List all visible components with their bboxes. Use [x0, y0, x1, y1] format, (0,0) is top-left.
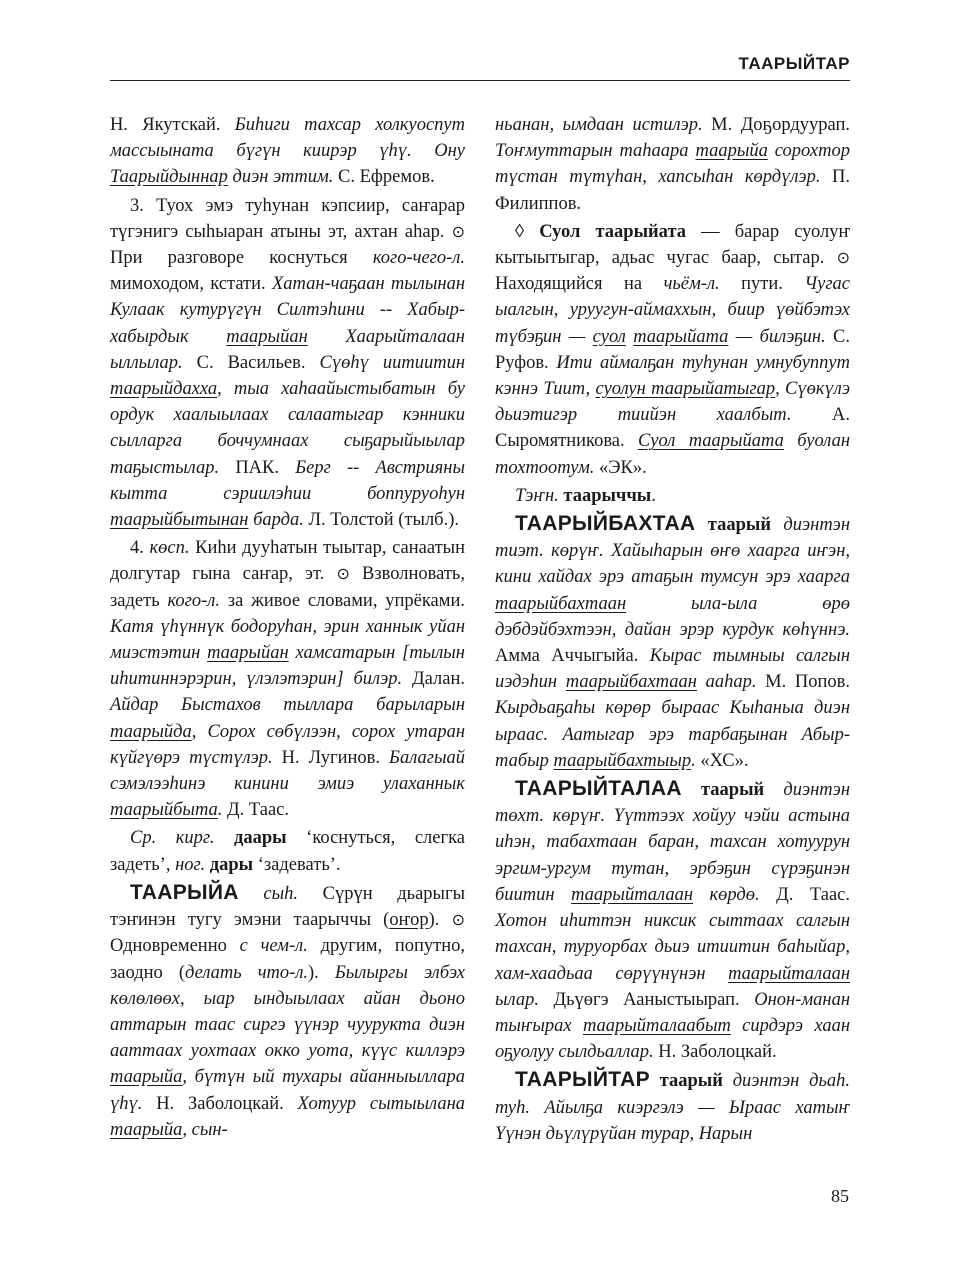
etymology-paragraph: Ср. кирг. даары ‘коснуться, слегка задеть’, ног. дары ‘задевать’. [110, 828, 465, 875]
entry-paragraph: Н. Якутскай. Биһиги тахсар холкуоспут массыыната бүгүн киирэр үһү. Ону Таарыйдыннар диэн эттим. С. Ефремов. [110, 115, 465, 188]
running-header [110, 50, 850, 81]
running-header-title: ТААРЫЙТАР [738, 54, 850, 73]
right-column [495, 112, 850, 1147]
entry-headword-taaryjbakhtaa: ТААРЫЙБАХТАА таарый диэнтэн тиэт. көрүҥ. Хайыһарын өҥө хаарга иҥэн, кини хайдах эрэ атаҕын тумсун эрэ хаарга таарыйбахтаан ыла-ыла өрө дэбдэйбэхтээн, дайан эрэр курдук көһүннэ. Амма Аччыгыйа. Кырас тымныы салгын иэдэһин таарыйбахтаан ааһар. М. Попов. Кырдьаҕаһы көрөр быраас Кыһаныа диэн ыраас. Аатыгар эрэ тарбаҕынан Абыр-табыр таарыйбахтыыр. «ХС». [495, 512, 851, 771]
entry-headword-taaryjtalaa: ТААРЫЙТАЛАА таарый диэнтэн төхт. көрүҥ. Үүттээх хойуу чэйи астына иһэн, табахтаан баран, тахсан хотуурун эргим-ургум тутан, эрбэҕин сүрэҕинэн биитин таарыйталаан көрдө. Д. Таас. Хотон иһиттэн никсик сыттаах салгын тахсан, туруорбах дьиэ итиитин баһыйар, хам-хаадьаа сөрүүнүнэн таарыйталаан ылар. Дьүөгэ Ааныстыырап. Онон-манан тыҥырах таарыйталаабыт сирдэрэ хаан оҕуолуу сылдьаллар. Н. Заболоцкай. [495, 777, 851, 1063]
synonym-paragraph: Тэҥн. таарыччы. [515, 485, 656, 506]
left-column [110, 112, 465, 1143]
entry-headword-taaryjtar: ТААРЫЙТАР таарый диэнтэн дьаһ. туһ. Айылҕа киэргэлэ — Ыраас хатыҥ Үүнэн дьүлүрүйан турар, Нарын [495, 1068, 851, 1144]
entry-paragraph: 4. көсп. Киһи дууһатын тыытар, санаатын долгутар гына саҥар, эт. ⊙ Взволновать, задеть кого-л. за живое словами, упрёками. Катя үһүннүк бодоруһан, эрин ханнык уйан миэстэтин таарыйан хамсатарын [тылын иһитиннэрэрин, үлэлэтэрин] билэр. Далан. Айдар Быстахов тылларa барыларын таарыйда, Сорох сөбүлээн, сорох утаран күйгүөрэ түстүлэр. Н. Лугинов. Балагыай сэмэлээһинэ кинини эмиэ улаханнык таарыйбыта. Д. Таас. [110, 538, 466, 821]
page-number: 85 [831, 1186, 849, 1206]
entry-paragraph: 3. Туох эмэ туһунан кэпсиир, саҥарар түгэнигэ сыһыаран атыны эт, ахтан аһар. ⊙ При разговоре коснуться кого-чего-л. мимоходом, кстати. Хатан-чаҕаан тылынан Кулаак кутурүгүн Силтэһини -- Хабыр-хабырдык таарыйан Хаарыйталаан ыллылар. С. Васильев. Сүөһү иитиитин таарыйдахха, тыа хаһаайыстыбатын бу ордук хаалыылаах салаатыгар кэнники сылларга боччумнаах сыҕарыйыылар таҕыстылар. ПАК. Берг -- Австрияны кытта сэриилэһии боппуруоһун таарыйбытынан барда. Л. Толстой (тылб.). [110, 195, 465, 531]
entry-headword-taaryja: ТААРЫЙА сыһ. Сүрүн дьарыгы тэҥинэн тугу эмэни таарыччы (оҥор). ⊙ Одновременно с чем-л. другим, попутно, заодно (делать что-л.). Былыргы элбэх көлөлөөх, ыар ындыылаах айан дьоно аттарын таас сиргэ үүнэр чуурукта диэн ааттаах уохтаах окко уота, күүс киллэрэ таарыйа, бүтүн ый тухары айанныыллара үһү. Н. Заболоцкай. Хотуур сытыылана таарыйа, сын- [110, 880, 466, 1140]
entry-paragraph: ньанан, ымдаан истилэр. М. Доҕордуурап. Тоҥмуттарын таһаара таарыйа сорохтор түстан түтүһан, хапсыһан көрдүлэр. П. Филиппов. [495, 115, 851, 214]
idiom-paragraph: ◊ Суол таарыйата — барар суолуҥ кытыытыгар, адьас чугас баар, сытар. ⊙ Находящийся на чьём-л. пути. Чугас ыалгын, уруугун-аймаххын, биир үөйбэтэх түбэҕин — суол таарыйата — билэҕин. С. Руфов. Ити аймалҕан туһунан умнубуппут кэннэ Тиит, суолун таарыйатыгар, Сүөкүлэ дьиэтигэр тиийэн хаалбыт. А. Сыромятникова. Суол таарыйата буолан тохтоотум. «ЭК». [495, 221, 851, 478]
